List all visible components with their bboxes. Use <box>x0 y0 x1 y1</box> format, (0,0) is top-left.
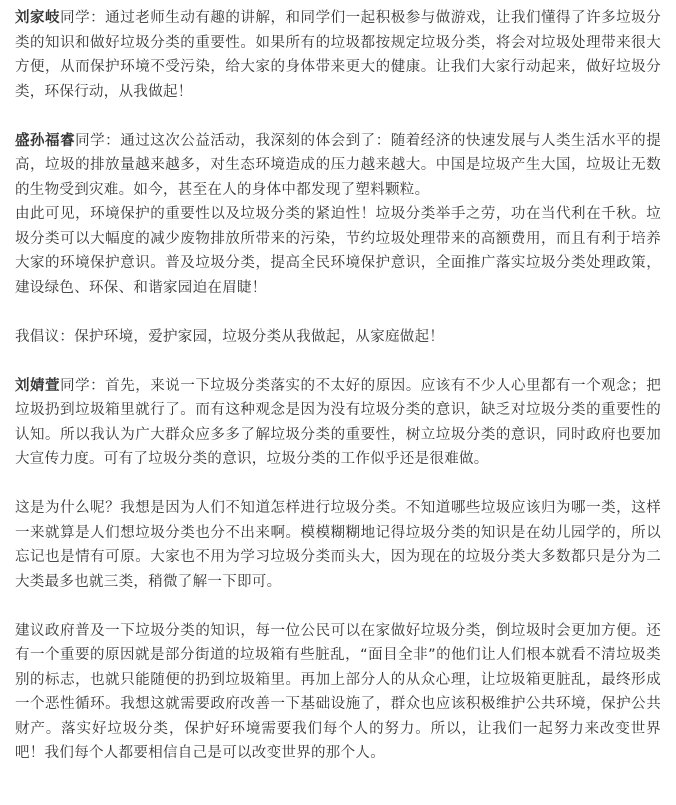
paragraph-text: 同学：通过老师生动有趣的讲解，和同学们一起积极参与做游戏，让我们懂得了许多垃圾分类的知识和做好垃圾分类的重要性。如果所有的垃圾都按规定垃圾分类，将会对垃圾处理带来很大方便，从而保护环境不受污染，给大家的身体带来更大的健康。让我们大家行动起来，做好垃圾分类，环保行动，从我做起！ <box>15 10 661 100</box>
paragraph-text: 同学：首先，来说一下垃圾分类落实的不太好的原因。应该有不少人心里都有一个观念；把垃圾扔到垃圾箱里就行了。而有这种观念是因为没有垃圾分类的意识，缺乏对垃圾分类的重要性的认知。所以我认为广大群众应多多了解垃圾分类的重要性，树立垃圾分类的意识，同时政府也要加大宣传力度。可有了垃圾分类的意识，垃圾分类的工作似乎还是很难做。 <box>15 377 661 467</box>
paragraph-suggestion <box>15 619 661 766</box>
paragraph-text: 由此可见，环境保护的重要性以及垃圾分类的紧迫性！垃圾分类举手之劳，功在当代利在千秋。垃圾分类可以大幅度的减少废物排放所带来的污染，节约垃圾处理带来的高额费用，而且有利于培养大家的环境保护意识。普及垃圾分类，提高全民环境保护意识，全面推广落实垃圾分类处理政策，建设绿色、环保、和谐家园迫在眉睫！ <box>15 206 661 296</box>
paragraph-spacer <box>15 104 661 129</box>
paragraph-liu-jiaqi <box>15 6 661 104</box>
paragraph-importance <box>15 202 661 300</box>
student-name: 刘婧萱 <box>15 377 61 394</box>
article-body <box>15 6 661 766</box>
paragraph-proposal <box>15 325 661 350</box>
paragraph-sheng-sunfurui <box>15 129 661 203</box>
paragraph-spacer <box>15 594 661 619</box>
paragraph-liu-jingxuan <box>15 374 661 472</box>
paragraph-text: 建议政府普及一下垃圾分类的知识，每一位公民可以在家做好垃圾分类，倒垃圾时会更加方便。还有一个重要的原因就是部分街道的垃圾箱有些脏乱，“面目全非”的他们让人们根本就看不清垃圾类别的标志，也就只能随便的扔到垃圾箱里。再加上部分人的从众心理，让垃圾箱更脏乱，最终形成一个恶性循环。我想这就需要政府改善一下基础设施了，群众也应该积极维护公共环境，保护公共财产。落实好垃圾分类，保护好环境需要我们每个人的努力。所以，让我们一起努力来改变世界吧！我们每个人都要相信自己是可以改变世界的那个人。 <box>15 622 661 761</box>
paragraph-spacer <box>15 300 661 325</box>
paragraph-text: 我倡议：保护环境，爱护家园，垃圾分类从我做起，从家庭做起！ <box>15 328 445 345</box>
paragraph-why <box>15 496 661 594</box>
paragraph-spacer <box>15 349 661 374</box>
paragraph-text: 同学：通过这次公益活动，我深刻的体会到了：随着经济的快速发展与人类生活水平的提高，垃圾的排放量越来越多，对生态环境造成的压力越来越大。中国是垃圾产生大国，垃圾让无数的生物受到灾难。如今，甚至在人的身体中都发现了塑料颗粒。 <box>15 132 662 198</box>
paragraph-text: 这是为什么呢？我想是因为人们不知道怎样进行垃圾分类。不知道哪些垃圾应该归为哪一类，这样一来就算是人们想垃圾分类也分不出来啊。模模糊糊地记得垃圾分类的知识是在幼儿园学的，所以忘记也是情有可原。大家也不用为学习垃圾分类而头大，因为现在的垃圾分类大多数都只是分为二大类最多也就三类，稍微了解一下即可。 <box>15 500 661 590</box>
student-name: 盛孙福睿 <box>15 132 76 149</box>
student-name: 刘家岐 <box>15 10 61 26</box>
paragraph-spacer <box>15 472 661 497</box>
